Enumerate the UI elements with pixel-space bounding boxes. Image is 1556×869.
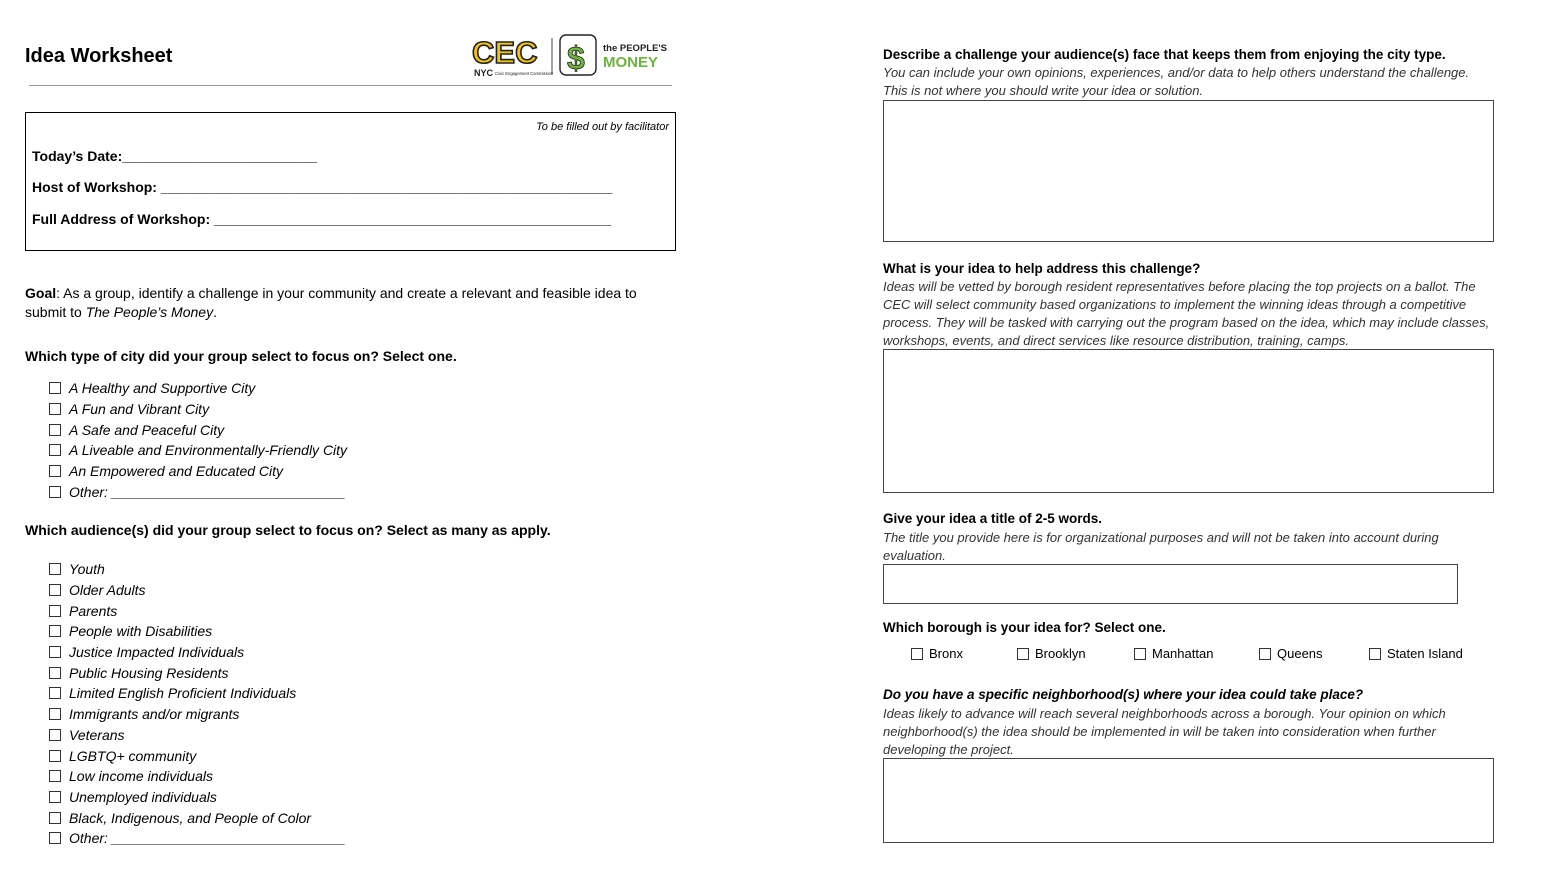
audience-option-label: People with Disabilities [69, 623, 213, 640]
checkbox-icon[interactable] [49, 687, 61, 699]
idea-question: What is your idea to help address this challenge? [883, 261, 1201, 276]
audience-option[interactable] [49, 807, 345, 828]
city-option[interactable] [49, 419, 347, 440]
audience-option-label: Unemployed individuals [69, 788, 217, 805]
goal-statement [25, 284, 675, 322]
audience-option-label: Older Adults [69, 582, 146, 599]
goal-program-name: The People’s Money [85, 304, 214, 320]
challenge-hint: You can include your own opinions, experiences, and/or data to help others understand the challenge. This is not where you should write your idea or solution. [883, 65, 1470, 98]
checkbox-icon[interactable] [49, 403, 61, 415]
borough-option-staten-island[interactable] [1369, 646, 1463, 661]
checkbox-icon[interactable] [49, 729, 61, 741]
borough-label: Staten Island [1387, 646, 1463, 661]
workshop-host-field[interactable]: Host of Workshop: __________________________________________________________ [32, 179, 613, 195]
checkbox-icon[interactable] [49, 750, 61, 762]
checkbox-icon[interactable] [1134, 648, 1146, 660]
challenge-question: Describe a challenge your audience(s) face that keeps them from enjoying the city type. [883, 47, 1446, 62]
audience-option[interactable] [49, 683, 345, 704]
audience-option[interactable] [49, 621, 345, 642]
audience-option-label: Youth [69, 561, 105, 578]
city-option-label: Other: ______________________________ [69, 483, 346, 500]
city-option-label: A Liveable and Environmentally-Friendly City [69, 442, 348, 459]
city-option[interactable] [49, 461, 347, 482]
checkbox-icon[interactable] [49, 605, 61, 617]
dollar-sign-icon: $ [567, 40, 585, 76]
checkbox-icon[interactable] [49, 832, 61, 844]
borough-option-queens[interactable] [1259, 646, 1369, 661]
checkbox-icon[interactable] [49, 791, 61, 803]
goal-text: : As a group, identify a challenge in your community and create a relevant and feasible idea to submit to [25, 285, 637, 320]
neighborhood-question: Do you have a specific neighborhood(s) where your idea could take place? [883, 687, 1364, 702]
idea-title-question: Give your idea a title of 2-5 words. [883, 511, 1103, 526]
checkbox-icon[interactable] [49, 444, 61, 456]
audience-option-label: LGBTQ+ community [69, 747, 197, 764]
city-option-other[interactable] [49, 481, 347, 502]
city-option[interactable] [49, 440, 347, 461]
audience-options [49, 559, 345, 849]
checkbox-icon[interactable] [49, 667, 61, 679]
audience-option-label: Immigrants and/or migrants [69, 706, 240, 723]
audience-option[interactable] [49, 704, 345, 725]
cec-logo-text: CEC [472, 35, 538, 70]
checkbox-icon[interactable] [911, 648, 923, 660]
checkbox-icon[interactable] [1369, 648, 1381, 660]
borough-question: Which borough is your idea for? Select one. [883, 620, 1166, 635]
city-option-label: A Healthy and Supportive City [69, 380, 256, 397]
title-divider [29, 85, 672, 86]
audience-option[interactable] [49, 642, 345, 663]
borough-option-bronx[interactable] [911, 646, 1017, 661]
city-type-options [49, 378, 347, 502]
city-type-question: Which type of city did your group select to focus on? Select one. [25, 348, 457, 364]
checkbox-icon[interactable] [49, 465, 61, 477]
checkbox-icon[interactable] [49, 812, 61, 824]
nyc-logo-text: NYC [474, 68, 494, 78]
checkbox-icon[interactable] [1017, 648, 1029, 660]
page-title: Idea Worksheet [25, 45, 173, 67]
cec-subtitle-text: Civic Engagement Commission [495, 71, 554, 76]
city-option[interactable] [49, 399, 347, 420]
audience-option-label: Black, Indigenous, and People of Color [69, 809, 312, 826]
idea-answer-box[interactable] [883, 349, 1494, 493]
audience-option-other[interactable] [49, 828, 345, 849]
checkbox-icon[interactable] [49, 424, 61, 436]
city-option[interactable] [49, 378, 347, 399]
audience-option-label: Other: ______________________________ [69, 830, 346, 847]
borough-option-manhattan[interactable] [1134, 646, 1259, 661]
borough-label: Manhattan [1152, 646, 1214, 661]
audience-option-label: Public Housing Residents [69, 664, 229, 681]
city-option-label: An Empowered and Educated City [69, 463, 284, 480]
city-option-label: A Fun and Vibrant City [69, 401, 210, 418]
audience-option-label: Low income individuals [69, 768, 213, 785]
facilitator-note: To be filled out by facilitator [536, 121, 669, 133]
idea-hint: Ideas will be vetted by borough resident representatives before placing the top projects on a ballot. The CEC will select community based organizations to implement the winning ideas through a competitive process. They will be tasked with carrying out the program based on the idea, which may include classes, workshops, events, and direct services like resource distribution, training, camps. [883, 279, 1490, 348]
checkbox-icon[interactable] [49, 625, 61, 637]
audience-option[interactable] [49, 559, 345, 580]
audience-option-label: Limited English Proficient Individuals [69, 685, 297, 702]
audience-option[interactable] [49, 662, 345, 683]
neighborhood-hint: Ideas likely to advance will reach several neighborhoods across a borough. Your opinion on which neighborhood(s) the idea should be implemented in will be taken into consideration when further developing the project. [883, 706, 1446, 757]
checkbox-icon[interactable] [49, 382, 61, 394]
idea-title-hint: The title you provide here is for organizational purposes and will not be taken into account during evaluation. [883, 530, 1439, 563]
checkbox-icon[interactable] [49, 486, 61, 498]
audience-option[interactable] [49, 600, 345, 621]
audience-question: Which audience(s) did your group select to focus on? Select as many as apply. [25, 522, 551, 538]
borough-label: Bronx [929, 646, 963, 661]
audience-option[interactable] [49, 787, 345, 808]
borough-label: Queens [1277, 646, 1323, 661]
goal-end: . [213, 304, 217, 320]
city-option-label: A Safe and Peaceful City [69, 421, 225, 438]
audience-option[interactable] [49, 745, 345, 766]
borough-options [911, 646, 1463, 661]
audience-option[interactable] [49, 725, 345, 746]
borough-option-brooklyn[interactable] [1017, 646, 1134, 661]
checkbox-icon[interactable] [49, 708, 61, 720]
neighborhood-answer-box[interactable] [883, 758, 1494, 843]
borough-label: Brooklyn [1035, 646, 1086, 661]
audience-option-label: Veterans [69, 726, 125, 743]
money-text: MONEY [603, 54, 659, 71]
idea-title-input[interactable] [883, 564, 1458, 604]
checkbox-icon[interactable] [49, 584, 61, 596]
todays-date-field[interactable]: Today’s Date:_________________________ [32, 148, 317, 164]
checkbox-icon[interactable] [49, 563, 61, 575]
audience-option[interactable] [49, 766, 345, 787]
facilitator-box [25, 112, 676, 251]
audience-option-label: Parents [69, 602, 118, 619]
audience-option-label: Justice Impacted Individuals [69, 644, 245, 661]
checkbox-icon[interactable] [1259, 648, 1271, 660]
cec-peoples-money-logo [470, 32, 670, 80]
audience-option[interactable] [49, 580, 345, 601]
checkbox-icon[interactable] [49, 770, 61, 782]
workshop-address-field[interactable]: Full Address of Workshop: ___________________________________________________ [32, 211, 612, 227]
goal-label: Goal [25, 285, 57, 301]
checkbox-icon[interactable] [49, 646, 61, 658]
challenge-answer-box[interactable] [883, 100, 1494, 242]
peoples-text: the PEOPLE'S [603, 43, 668, 54]
